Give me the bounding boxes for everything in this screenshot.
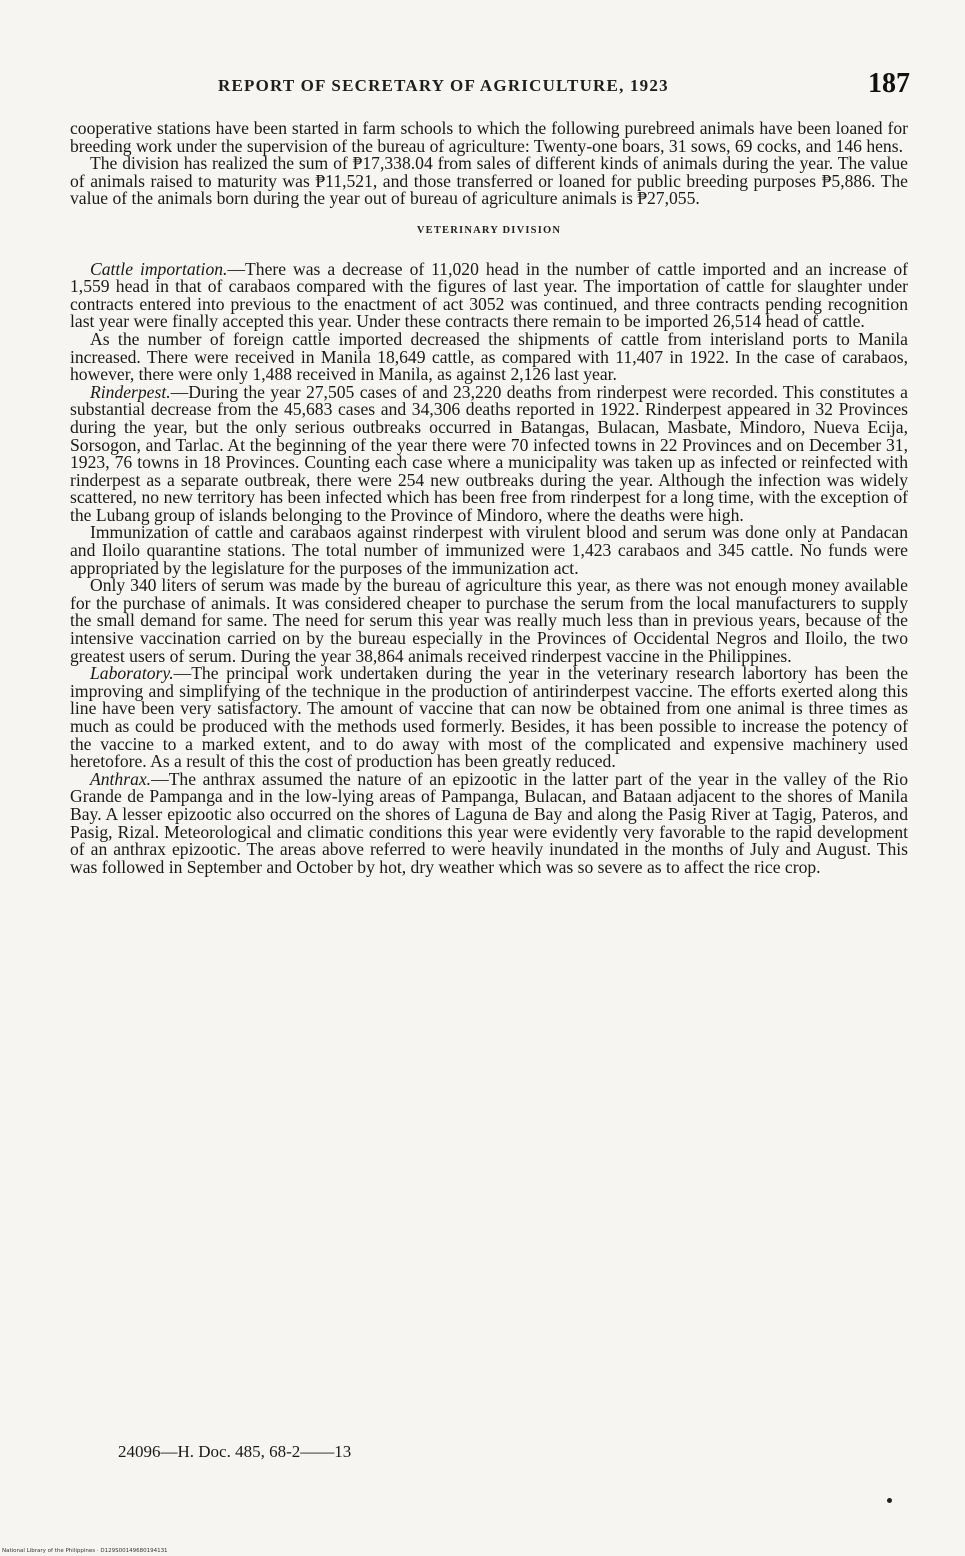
paragraph-breeding-stations: cooperative stations have been started in farm schools to which the following purebreed animals have been loaned for breeding work under the supervision of the bureau of agriculture: Twenty-one boars, 31 sows, 69 cocks, and 146 hens.	[70, 118, 908, 156]
text-anthrax: —The anthrax assumed the nature of an epizootic in the latter part of the year in the valley of the Rio Grande de Pampanga and in the low-lying areas of Pampanga, Bulacan, and Bataan adjacent to the shores of Manila Bay. A lesser epizootic also occurred on the shores of Laguna de Bay and along the Pasig River at Tagig, Pateros, and Pasig, Rizal. Meteorological and climatic conditions this year were evidently very favorable to the rapid development of an anthrax epizootic. The areas above referred to were heavily inundated in the months of July and August. This was followed in September and October by hot, dry weather which was so severe as to affect the rice crop.	[70, 768, 908, 877]
text-rinderpest: —During the year 27,505 cases of and 23,220 deaths from rinderpest were recorded. This constitutes a substantial decrease from the 45,683 cases and 34,306 deaths reported in 1922. Rinderpest appeared in 32 Provinces during the year, but the only serious outbreaks occurred in Batangas, Bulacan, Masbate, Mindoro, Nueva Ecija, Sorsogon, and Tarlac. At the beginning of the year there were 70 infected towns in 22 Provinces and on December 31, 1923, 76 towns in 18 Provinces. Counting each case where a municipality was taken up as infected or reinfected with rinderpest as a separate outbreak, there were 254 new outbreaks during the year. Although the infection was widely scattered, no new territory has been infected which has been free from rinderpest for a long time, with the exception of the Lubang group of islands belonging to the Province of Mindoro, where the deaths were high.	[70, 381, 908, 525]
printer-dot-mark	[887, 1498, 892, 1503]
text-laboratory: —The principal work undertaken during the year in the veterinary research labortory has been the improving and simplifying of the technique in the production of antirinderpest vaccine. The efforts exerted along this line have been very satisfactory. The amount of vaccine that can now be obtained from one animal is three times as much as could be produced with the methods used formerly. Besides, it has been possible to increase the potency of the vaccine to a marked extent, and to do away with most of the complicated and expensive machinery used heretofore. As a result of this the cost of production has been greatly reduced.	[70, 663, 908, 772]
scan-credit: National Library of the Philippines · D129S00149680194131	[2, 1548, 168, 1554]
runin-rinderpest: Rinderpest.	[90, 381, 171, 402]
paragraph-animal-sales: The division has realized the sum of ₱17,338.04 from sales of different kinds of animals during the year. The value of animals raised to maturity was ₱11,521, and those transferred or loaned for public breeding purposes ₱5,886. The value of the animals born during the year out of bureau of agriculture animals is ₱27,055.	[70, 153, 908, 209]
paragraph-cattle-importation	[70, 258, 908, 332]
paragraph-foreign-cattle: As the number of foreign cattle imported decreased the shipments of cattle from interisland ports to Manila increased. There were received in Manila 18,649 cattle, as compared with 11,407 in 1922. In the case of carabaos, however, there were only 1,488 received in Manila, as against 2,126 last year.	[70, 328, 908, 385]
paragraph-rinderpest	[70, 381, 908, 525]
text-cattle-importation: —There was a decrease of 11,020 head in the number of cattle imported and an increase of 1,559 head in that of carabaos compared with the figures of last year. The importation of cattle for slaughter under contracts entered into previous to the enactment of act 3052 was continued, and three contracts pending recognition last year were finally accepted this year. Under these contracts there remain to be imported 26,514 head of cattle.	[70, 258, 908, 332]
runin-cattle-importation: Cattle importation.	[90, 258, 228, 279]
runin-laboratory: Laboratory.	[90, 663, 174, 684]
paragraph-anthrax	[70, 768, 908, 877]
paragraph-immunization: Immunization of cattle and carabaos against rinderpest with virulent blood and serum was done only at Pandacan and Iloilo quarantine stations. The total number of immunized were 1,423 carabaos and 345 cattle. No funds were appropriated by the legislature for the purposes of the immunization act.	[70, 522, 908, 578]
page-header	[210, 68, 910, 112]
document-signature: 24096—H. Doc. 485, 68-2——13	[118, 1442, 352, 1461]
section-heading-veterinary-division: VETERINARY DIVISION	[416, 224, 562, 236]
running-head: REPORT OF SECRETARY OF AGRICULTURE, 1923	[218, 76, 669, 95]
body-text	[70, 120, 908, 876]
page-number: 187	[868, 68, 910, 99]
runin-anthrax: Anthrax.	[90, 768, 152, 789]
paragraph-serum: Only 340 liters of serum was made by the bureau of agriculture this year, as there was not enough money available for the purchase of animals. It was considered cheaper to purchase the serum from the local manufacturers to supply the small demand for same. The need for serum this year was really much less than in previous years, because of the intensive vaccination carried on by the bureau especially in the Provinces of Occidental Negros and Iloilo, the two greatest users of serum. During the year 38,864 animals received rinderpest vaccine in the Philippines.	[70, 575, 908, 666]
paragraph-laboratory	[70, 665, 908, 771]
